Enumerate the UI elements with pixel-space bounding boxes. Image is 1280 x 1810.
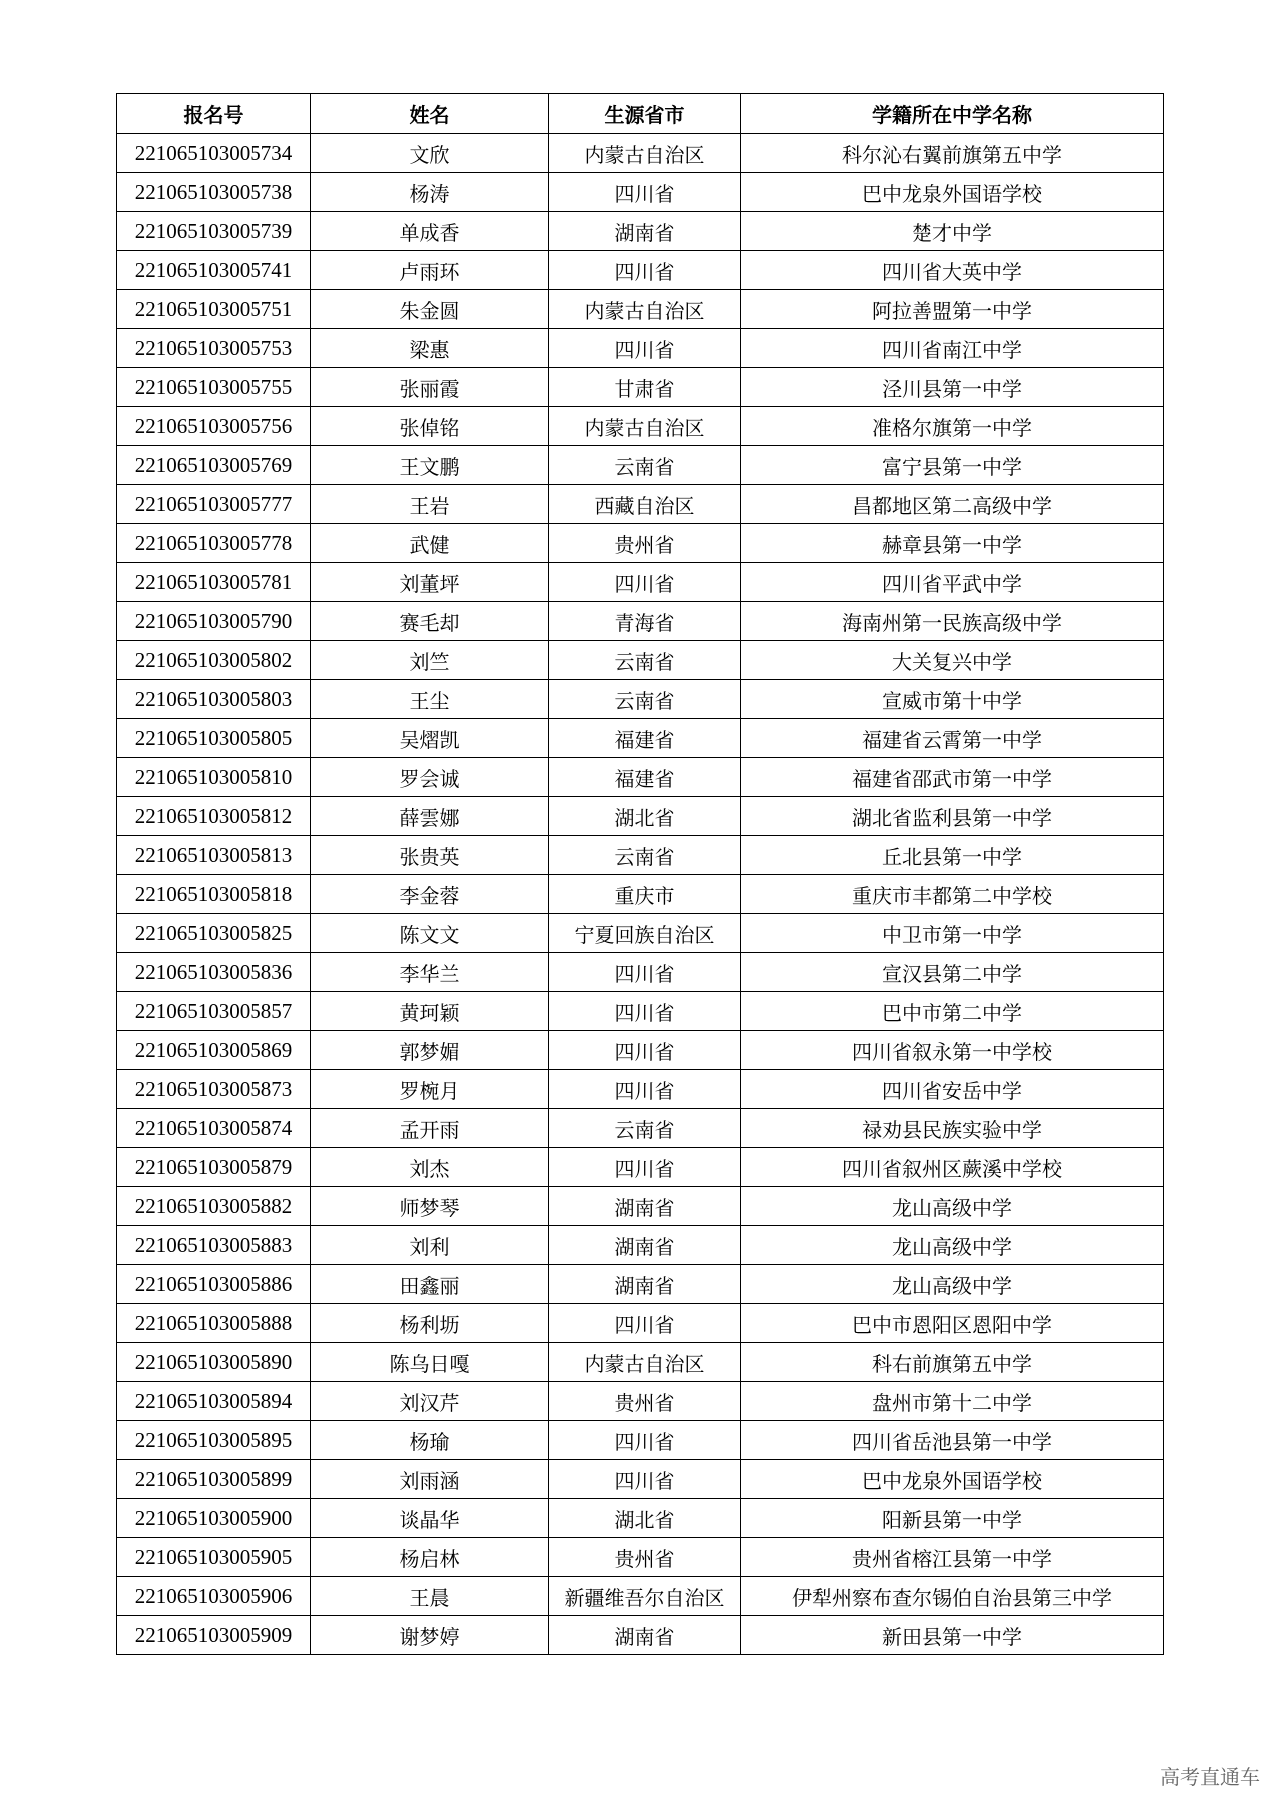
table-row bbox=[117, 758, 1164, 797]
cell-school: 湖北省监利县第一中学 bbox=[741, 797, 1164, 836]
cell-school: 宣威市第十中学 bbox=[741, 680, 1164, 719]
cell-name: 陈文文 bbox=[311, 914, 549, 953]
cell-school: 巴中市第二中学 bbox=[741, 992, 1164, 1031]
cell-name: 罗椀月 bbox=[311, 1070, 549, 1109]
cell-province: 四川省 bbox=[549, 173, 741, 212]
cell-province: 四川省 bbox=[549, 563, 741, 602]
cell-name: 田鑫丽 bbox=[311, 1265, 549, 1304]
cell-province: 四川省 bbox=[549, 251, 741, 290]
cell-registration-number: 221065103005777 bbox=[117, 485, 311, 524]
table-row bbox=[117, 251, 1164, 290]
table-row bbox=[117, 1187, 1164, 1226]
cell-school: 龙山高级中学 bbox=[741, 1187, 1164, 1226]
cell-school: 伊犁州察布查尔锡伯自治县第三中学 bbox=[741, 1577, 1164, 1616]
cell-registration-number: 221065103005812 bbox=[117, 797, 311, 836]
cell-school: 四川省叙永第一中学校 bbox=[741, 1031, 1164, 1070]
cell-school: 赫章县第一中学 bbox=[741, 524, 1164, 563]
cell-registration-number: 221065103005738 bbox=[117, 173, 311, 212]
cell-name: 张丽霞 bbox=[311, 368, 549, 407]
admission-roster-table bbox=[116, 93, 1164, 1655]
table-row bbox=[117, 1577, 1164, 1616]
cell-registration-number: 221065103005803 bbox=[117, 680, 311, 719]
cell-registration-number: 221065103005890 bbox=[117, 1343, 311, 1382]
table-row bbox=[117, 875, 1164, 914]
cell-school: 富宁县第一中学 bbox=[741, 446, 1164, 485]
cell-province: 贵州省 bbox=[549, 524, 741, 563]
cell-registration-number: 221065103005900 bbox=[117, 1499, 311, 1538]
cell-registration-number: 221065103005751 bbox=[117, 290, 311, 329]
cell-registration-number: 221065103005741 bbox=[117, 251, 311, 290]
table-row bbox=[117, 1616, 1164, 1655]
cell-school: 准格尔旗第一中学 bbox=[741, 407, 1164, 446]
table-row bbox=[117, 992, 1164, 1031]
cell-registration-number: 221065103005790 bbox=[117, 602, 311, 641]
cell-registration-number: 221065103005906 bbox=[117, 1577, 311, 1616]
cell-name: 杨瑜 bbox=[311, 1421, 549, 1460]
table-header-row bbox=[117, 94, 1164, 134]
table-row bbox=[117, 1538, 1164, 1577]
cell-registration-number: 221065103005753 bbox=[117, 329, 311, 368]
cell-name: 杨利坜 bbox=[311, 1304, 549, 1343]
cell-province: 云南省 bbox=[549, 1109, 741, 1148]
cell-province: 内蒙古自治区 bbox=[549, 1343, 741, 1382]
cell-registration-number: 221065103005769 bbox=[117, 446, 311, 485]
cell-name: 谈晶华 bbox=[311, 1499, 549, 1538]
cell-registration-number: 221065103005755 bbox=[117, 368, 311, 407]
cell-school: 阳新县第一中学 bbox=[741, 1499, 1164, 1538]
cell-school: 中卫市第一中学 bbox=[741, 914, 1164, 953]
cell-school: 楚才中学 bbox=[741, 212, 1164, 251]
cell-school: 四川省大英中学 bbox=[741, 251, 1164, 290]
cell-registration-number: 221065103005825 bbox=[117, 914, 311, 953]
cell-name: 刘利 bbox=[311, 1226, 549, 1265]
table-row bbox=[117, 1382, 1164, 1421]
table-row bbox=[117, 836, 1164, 875]
cell-name: 杨启林 bbox=[311, 1538, 549, 1577]
table-row bbox=[117, 446, 1164, 485]
cell-province: 新疆维吾尔自治区 bbox=[549, 1577, 741, 1616]
cell-name: 梁惠 bbox=[311, 329, 549, 368]
table-row bbox=[117, 1226, 1164, 1265]
cell-province: 云南省 bbox=[549, 836, 741, 875]
cell-name: 杨涛 bbox=[311, 173, 549, 212]
cell-province: 湖南省 bbox=[549, 212, 741, 251]
cell-registration-number: 221065103005909 bbox=[117, 1616, 311, 1655]
cell-registration-number: 221065103005888 bbox=[117, 1304, 311, 1343]
cell-province: 四川省 bbox=[549, 1070, 741, 1109]
cell-registration-number: 221065103005874 bbox=[117, 1109, 311, 1148]
table-row bbox=[117, 1109, 1164, 1148]
cell-registration-number: 221065103005879 bbox=[117, 1148, 311, 1187]
cell-name: 孟开雨 bbox=[311, 1109, 549, 1148]
table-row bbox=[117, 173, 1164, 212]
cell-school: 巴中市恩阳区恩阳中学 bbox=[741, 1304, 1164, 1343]
cell-province: 福建省 bbox=[549, 719, 741, 758]
cell-name: 刘汉芹 bbox=[311, 1382, 549, 1421]
cell-registration-number: 221065103005883 bbox=[117, 1226, 311, 1265]
cell-school: 巴中龙泉外国语学校 bbox=[741, 1460, 1164, 1499]
cell-registration-number: 221065103005813 bbox=[117, 836, 311, 875]
cell-school: 盘州市第十二中学 bbox=[741, 1382, 1164, 1421]
table-row bbox=[117, 1343, 1164, 1382]
table-row bbox=[117, 1148, 1164, 1187]
table-row bbox=[117, 1304, 1164, 1343]
cell-province: 云南省 bbox=[549, 680, 741, 719]
cell-name: 王晨 bbox=[311, 1577, 549, 1616]
cell-name: 李华兰 bbox=[311, 953, 549, 992]
table-row bbox=[117, 212, 1164, 251]
table-row bbox=[117, 1421, 1164, 1460]
cell-name: 武健 bbox=[311, 524, 549, 563]
cell-registration-number: 221065103005739 bbox=[117, 212, 311, 251]
cell-province: 内蒙古自治区 bbox=[549, 290, 741, 329]
cell-registration-number: 221065103005802 bbox=[117, 641, 311, 680]
cell-province: 云南省 bbox=[549, 446, 741, 485]
header-province: 生源省市 bbox=[549, 94, 741, 134]
table-row bbox=[117, 719, 1164, 758]
cell-name: 吴熠凯 bbox=[311, 719, 549, 758]
table-row bbox=[117, 1070, 1164, 1109]
cell-province: 四川省 bbox=[549, 1031, 741, 1070]
cell-province: 四川省 bbox=[549, 992, 741, 1031]
table-row bbox=[117, 524, 1164, 563]
table-row bbox=[117, 407, 1164, 446]
cell-school: 巴中龙泉外国语学校 bbox=[741, 173, 1164, 212]
cell-province: 四川省 bbox=[549, 953, 741, 992]
cell-name: 张倬铭 bbox=[311, 407, 549, 446]
cell-province: 贵州省 bbox=[549, 1382, 741, 1421]
cell-registration-number: 221065103005781 bbox=[117, 563, 311, 602]
cell-name: 卢雨环 bbox=[311, 251, 549, 290]
table-row bbox=[117, 1265, 1164, 1304]
cell-province: 湖南省 bbox=[549, 1187, 741, 1226]
cell-province: 重庆市 bbox=[549, 875, 741, 914]
cell-province: 四川省 bbox=[549, 1421, 741, 1460]
cell-name: 薛雲娜 bbox=[311, 797, 549, 836]
table-row bbox=[117, 485, 1164, 524]
cell-school: 福建省云霄第一中学 bbox=[741, 719, 1164, 758]
cell-name: 黄珂颖 bbox=[311, 992, 549, 1031]
cell-registration-number: 221065103005894 bbox=[117, 1382, 311, 1421]
table-row bbox=[117, 641, 1164, 680]
header-school: 学籍所在中学名称 bbox=[741, 94, 1164, 134]
table-row bbox=[117, 368, 1164, 407]
cell-school: 禄劝县民族实验中学 bbox=[741, 1109, 1164, 1148]
cell-name: 李金蓉 bbox=[311, 875, 549, 914]
cell-name: 谢梦婷 bbox=[311, 1616, 549, 1655]
cell-school: 科右前旗第五中学 bbox=[741, 1343, 1164, 1382]
cell-name: 郭梦媚 bbox=[311, 1031, 549, 1070]
watermark-text: 高考直通车 bbox=[1160, 1765, 1260, 1789]
cell-province: 四川省 bbox=[549, 1460, 741, 1499]
cell-school: 宣汉县第二中学 bbox=[741, 953, 1164, 992]
cell-school: 丘北县第一中学 bbox=[741, 836, 1164, 875]
cell-registration-number: 221065103005899 bbox=[117, 1460, 311, 1499]
cell-registration-number: 221065103005869 bbox=[117, 1031, 311, 1070]
cell-school: 阿拉善盟第一中学 bbox=[741, 290, 1164, 329]
cell-school: 四川省平武中学 bbox=[741, 563, 1164, 602]
cell-school: 昌都地区第二高级中学 bbox=[741, 485, 1164, 524]
cell-school: 重庆市丰都第二中学校 bbox=[741, 875, 1164, 914]
cell-school: 龙山高级中学 bbox=[741, 1226, 1164, 1265]
cell-registration-number: 221065103005778 bbox=[117, 524, 311, 563]
cell-school: 海南州第一民族高级中学 bbox=[741, 602, 1164, 641]
cell-school: 福建省邵武市第一中学 bbox=[741, 758, 1164, 797]
table-row bbox=[117, 953, 1164, 992]
cell-name: 朱金圆 bbox=[311, 290, 549, 329]
cell-name: 单成香 bbox=[311, 212, 549, 251]
table-body bbox=[117, 134, 1164, 1655]
cell-registration-number: 221065103005882 bbox=[117, 1187, 311, 1226]
cell-name: 王文鹏 bbox=[311, 446, 549, 485]
cell-registration-number: 221065103005857 bbox=[117, 992, 311, 1031]
cell-name: 赛毛却 bbox=[311, 602, 549, 641]
cell-school: 大关复兴中学 bbox=[741, 641, 1164, 680]
cell-province: 四川省 bbox=[549, 1148, 741, 1187]
cell-province: 内蒙古自治区 bbox=[549, 134, 741, 173]
cell-registration-number: 221065103005810 bbox=[117, 758, 311, 797]
cell-name: 陈乌日嘎 bbox=[311, 1343, 549, 1382]
cell-province: 内蒙古自治区 bbox=[549, 407, 741, 446]
table-row bbox=[117, 290, 1164, 329]
cell-registration-number: 221065103005734 bbox=[117, 134, 311, 173]
table-row bbox=[117, 1499, 1164, 1538]
table-row bbox=[117, 602, 1164, 641]
cell-province: 湖南省 bbox=[549, 1265, 741, 1304]
cell-province: 福建省 bbox=[549, 758, 741, 797]
cell-province: 湖南省 bbox=[549, 1226, 741, 1265]
cell-school: 四川省安岳中学 bbox=[741, 1070, 1164, 1109]
cell-province: 宁夏回族自治区 bbox=[549, 914, 741, 953]
cell-school: 龙山高级中学 bbox=[741, 1265, 1164, 1304]
cell-registration-number: 221065103005886 bbox=[117, 1265, 311, 1304]
cell-school: 四川省叙州区蕨溪中学校 bbox=[741, 1148, 1164, 1187]
cell-name: 刘董坪 bbox=[311, 563, 549, 602]
cell-school: 贵州省榕江县第一中学 bbox=[741, 1538, 1164, 1577]
cell-province: 湖南省 bbox=[549, 1616, 741, 1655]
cell-name: 师梦琴 bbox=[311, 1187, 549, 1226]
cell-name: 张贵英 bbox=[311, 836, 549, 875]
cell-province: 四川省 bbox=[549, 1304, 741, 1343]
cell-province: 贵州省 bbox=[549, 1538, 741, 1577]
cell-school: 泾川县第一中学 bbox=[741, 368, 1164, 407]
cell-name: 王尘 bbox=[311, 680, 549, 719]
cell-province: 甘肃省 bbox=[549, 368, 741, 407]
cell-school: 四川省岳池县第一中学 bbox=[741, 1421, 1164, 1460]
table-row bbox=[117, 1031, 1164, 1070]
table-row bbox=[117, 680, 1164, 719]
cell-province: 湖北省 bbox=[549, 1499, 741, 1538]
cell-province: 西藏自治区 bbox=[549, 485, 741, 524]
cell-name: 罗会诚 bbox=[311, 758, 549, 797]
cell-province: 四川省 bbox=[549, 329, 741, 368]
cell-province: 青海省 bbox=[549, 602, 741, 641]
header-name: 姓名 bbox=[311, 94, 549, 134]
cell-registration-number: 221065103005836 bbox=[117, 953, 311, 992]
cell-registration-number: 221065103005756 bbox=[117, 407, 311, 446]
cell-registration-number: 221065103005905 bbox=[117, 1538, 311, 1577]
cell-province: 湖北省 bbox=[549, 797, 741, 836]
cell-name: 刘竺 bbox=[311, 641, 549, 680]
cell-province: 云南省 bbox=[549, 641, 741, 680]
table-row bbox=[117, 563, 1164, 602]
table-row bbox=[117, 1460, 1164, 1499]
table-row bbox=[117, 914, 1164, 953]
cell-school: 新田县第一中学 bbox=[741, 1616, 1164, 1655]
table-row bbox=[117, 329, 1164, 368]
cell-registration-number: 221065103005895 bbox=[117, 1421, 311, 1460]
header-registration-number: 报名号 bbox=[117, 94, 311, 134]
table-row bbox=[117, 134, 1164, 173]
cell-registration-number: 221065103005805 bbox=[117, 719, 311, 758]
cell-name: 文欣 bbox=[311, 134, 549, 173]
cell-school: 科尔沁右翼前旗第五中学 bbox=[741, 134, 1164, 173]
cell-school: 四川省南江中学 bbox=[741, 329, 1164, 368]
cell-name: 王岩 bbox=[311, 485, 549, 524]
cell-name: 刘雨涵 bbox=[311, 1460, 549, 1499]
cell-registration-number: 221065103005873 bbox=[117, 1070, 311, 1109]
cell-registration-number: 221065103005818 bbox=[117, 875, 311, 914]
cell-name: 刘杰 bbox=[311, 1148, 549, 1187]
table-row bbox=[117, 797, 1164, 836]
